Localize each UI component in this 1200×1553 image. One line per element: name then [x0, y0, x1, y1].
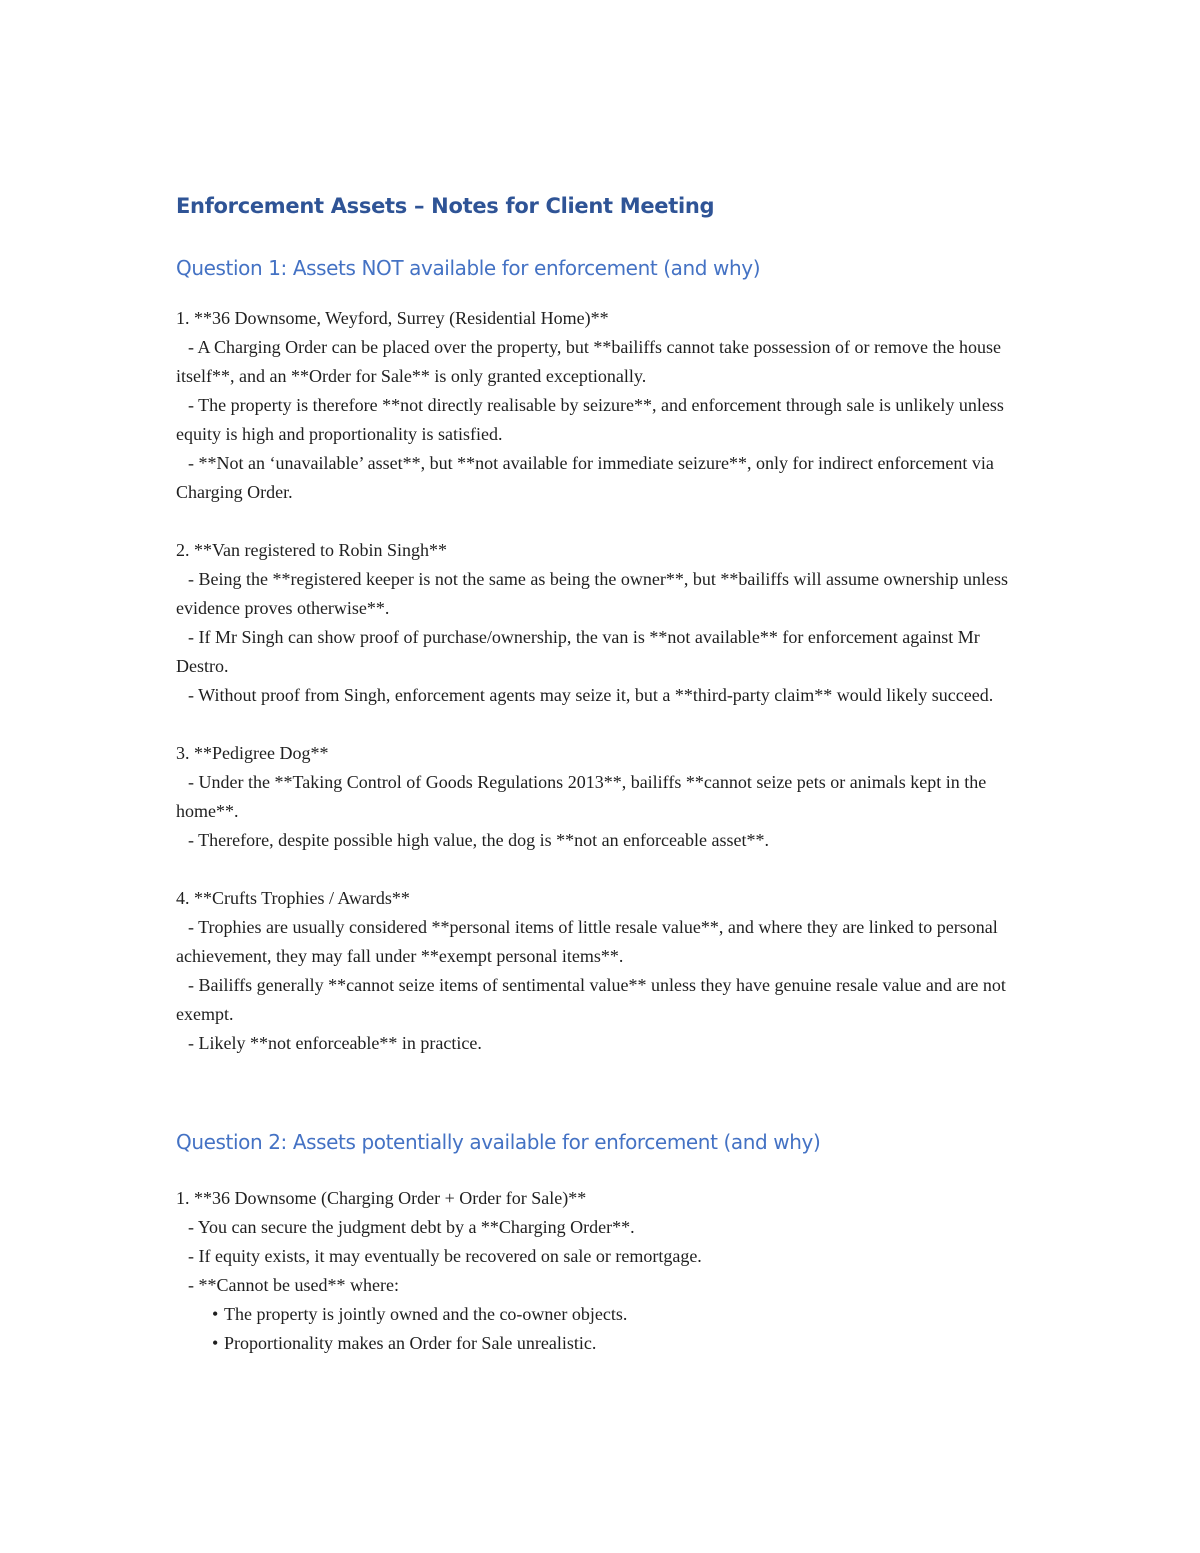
- list-item-point: - A Charging Order can be placed over the property, but **bailiffs cannot take possession of or remove the house itself**, and an **Order for Sale** is only granted exceptionally.: [176, 337, 1001, 386]
- list-item-sub-point: [176, 1329, 1036, 1358]
- list-item-heading: 1. **36 Downsome, Weyford, Surrey (Residential Home)**: [176, 308, 609, 328]
- list-item-heading: 3. **Pedigree Dog**: [176, 743, 329, 763]
- sub-point-text: Proportionality makes an Order for Sale unrealistic.: [224, 1333, 597, 1353]
- list-item: [176, 536, 1036, 710]
- bullet-icon: •: [212, 1333, 219, 1353]
- section-question-1: [176, 252, 1036, 1058]
- list-item-point: - **Cannot be used** where:: [188, 1275, 399, 1295]
- list-item: [176, 304, 1036, 507]
- list-item-heading: 2. **Van registered to Robin Singh**: [176, 540, 447, 560]
- list-item-point: - Bailiffs generally **cannot seize items of sentimental value** unless they have genuine resale value and are not exempt.: [176, 975, 1006, 1024]
- list-item-point: - If Mr Singh can show proof of purchase/ownership, the van is **not available** for enforcement against Mr Destro.: [176, 627, 980, 676]
- list-item-point: - If equity exists, it may eventually be recovered on sale or remortgage.: [188, 1246, 702, 1266]
- section-heading: Question 2: Assets potentially available for enforcement (and why): [176, 1130, 821, 1154]
- list-item-point: - **Not an ‘unavailable’ asset**, but **not available for immediate seizure**, only for indirect enforcement via Charging Order.: [176, 453, 994, 502]
- list-item: [176, 1184, 1036, 1358]
- section-heading: Question 1: Assets NOT available for enforcement (and why): [176, 256, 761, 280]
- list-item-point: - Trophies are usually considered **personal items of little resale value**, and where they are linked to personal achievement, they may fall under **exempt personal items**.: [176, 917, 998, 966]
- list-item-point: - Likely **not enforceable** in practice.: [188, 1033, 482, 1053]
- list-item-point: - Under the **Taking Control of Goods Regulations 2013**, bailiffs **cannot seize pets or animals kept in the home**.: [176, 772, 987, 821]
- sub-point-text: The property is jointly owned and the co-owner objects.: [224, 1304, 628, 1324]
- list-item-heading: 1. **36 Downsome (Charging Order + Order for Sale)**: [176, 1188, 587, 1208]
- list-item-heading: 4. **Crufts Trophies / Awards**: [176, 888, 410, 908]
- list-item-point: - Therefore, despite possible high value, the dog is **not an enforceable asset**.: [188, 830, 769, 850]
- section-question-2: [176, 1126, 1036, 1358]
- document-body: [176, 190, 1036, 1387]
- list-item-point: - Without proof from Singh, enforcement agents may seize it, but a **third-party claim** would likely succeed.: [188, 685, 994, 705]
- list-item: [176, 739, 1036, 855]
- bullet-icon: •: [212, 1304, 219, 1324]
- list-item-point: - You can secure the judgment debt by a **Charging Order**.: [188, 1217, 635, 1237]
- list-item-point: - The property is therefore **not directly realisable by seizure**, and enforcement through sale is unlikely unless equity is high and proportionality is satisfied.: [176, 395, 1004, 444]
- list-item-point: - Being the **registered keeper is not the same as being the owner**, but **bailiffs will assume ownership unless evidence proves otherwise**.: [176, 569, 1008, 618]
- list-item: [176, 884, 1036, 1058]
- page-title: Enforcement Assets – Notes for Client Meeting: [176, 194, 715, 218]
- list-item-sub-point: [176, 1300, 1036, 1329]
